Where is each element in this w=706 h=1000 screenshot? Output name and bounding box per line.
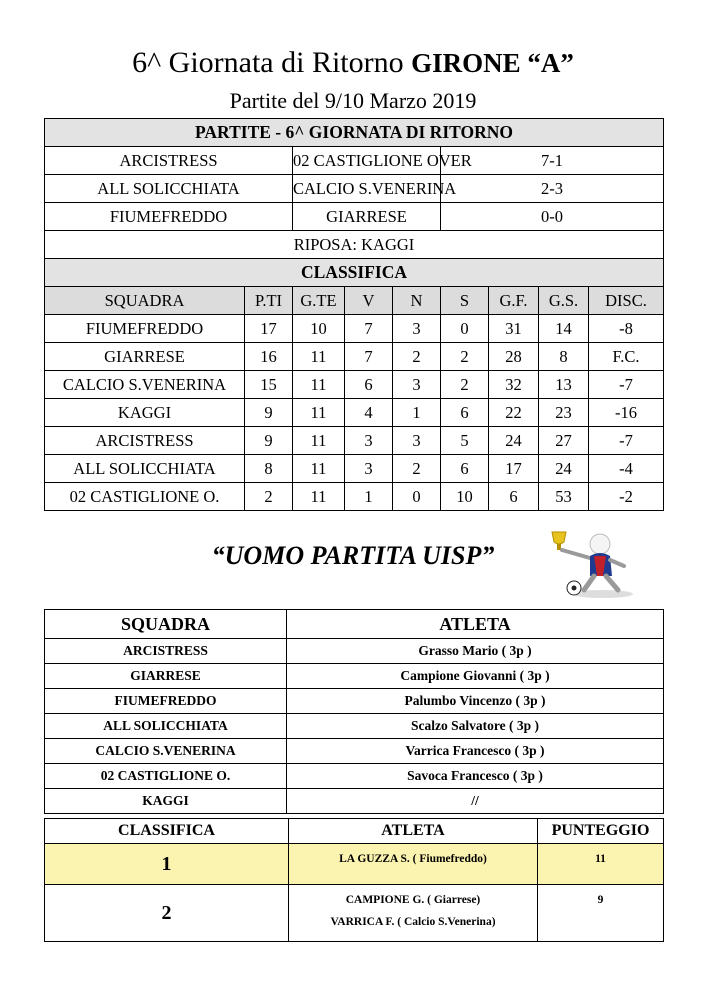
stat-cell: 31 xyxy=(489,315,539,343)
stat-cell: 3 xyxy=(393,315,441,343)
stat-cell: 4 xyxy=(345,399,393,427)
stat-cell: 14 xyxy=(539,315,589,343)
column-header: V xyxy=(345,287,393,315)
athlete-name: Scalzo Salvatore ( 3p ) xyxy=(287,714,664,739)
stat-cell: 2 xyxy=(393,343,441,371)
match-score: 2-3 xyxy=(441,175,664,203)
team-name: FIUMEFREDDO xyxy=(45,315,245,343)
stat-cell: 0 xyxy=(393,483,441,511)
stat-cell: 1 xyxy=(393,399,441,427)
standings-row xyxy=(45,455,664,483)
stat-cell: -16 xyxy=(589,399,664,427)
title-girone: GIRONE “A” xyxy=(411,48,574,78)
column-header: SQUADRA xyxy=(45,287,245,315)
athlete-name: LA GUZZA S. ( Fiumefreddo) xyxy=(339,853,487,865)
standings-row xyxy=(45,427,664,455)
column-header: ATLETA xyxy=(287,610,664,639)
uomo-partita-heading: “UOMO PARTITA UISP” xyxy=(211,541,495,570)
match-home: FIUMEFREDDO xyxy=(45,203,293,231)
column-header: N xyxy=(393,287,441,315)
stat-cell: 23 xyxy=(539,399,589,427)
matches-standings-table xyxy=(44,118,664,511)
stat-cell: -2 xyxy=(589,483,664,511)
column-header: G.TE xyxy=(293,287,345,315)
stat-cell: 3 xyxy=(393,427,441,455)
column-header: G.F. xyxy=(489,287,539,315)
team-name: KAGGI xyxy=(45,399,245,427)
stat-cell: 17 xyxy=(245,315,293,343)
page-title xyxy=(0,46,706,80)
column-header: P.TI xyxy=(245,287,293,315)
stat-cell: 2 xyxy=(245,483,293,511)
ranking-position: 2 xyxy=(45,885,289,942)
ranking-athletes xyxy=(289,844,538,885)
stat-cell: -7 xyxy=(589,427,664,455)
column-header: PUNTEGGIO xyxy=(538,819,664,844)
team-name: 02 CASTIGLIONE O. xyxy=(45,483,245,511)
column-header: G.S. xyxy=(539,287,589,315)
ranking-athletes xyxy=(289,885,538,942)
stat-cell: 8 xyxy=(539,343,589,371)
stat-cell: 2 xyxy=(441,371,489,399)
stat-cell: 0 xyxy=(441,315,489,343)
stat-cell: 6 xyxy=(489,483,539,511)
ranking-points: 9 xyxy=(538,885,664,942)
team-name: GIARRESE xyxy=(45,664,287,689)
standings-row xyxy=(45,343,664,371)
stat-cell: 22 xyxy=(489,399,539,427)
match-home: ALL SOLICCHIATA xyxy=(45,175,293,203)
stat-cell: 3 xyxy=(393,371,441,399)
column-header: DISC. xyxy=(589,287,664,315)
uomo-partita-row xyxy=(45,739,664,764)
stat-cell: 8 xyxy=(245,455,293,483)
column-header: S xyxy=(441,287,489,315)
stat-cell: 11 xyxy=(293,483,345,511)
uomo-partita-row xyxy=(45,714,664,739)
athlete-name: Palumbo Vincenzo ( 3p ) xyxy=(287,689,664,714)
stat-cell: 11 xyxy=(293,455,345,483)
match-away: CALCIO S.VENERINA xyxy=(293,175,441,203)
stat-cell: 3 xyxy=(345,455,393,483)
stat-cell: 28 xyxy=(489,343,539,371)
uomo-partita-row xyxy=(45,664,664,689)
stat-cell: 11 xyxy=(293,371,345,399)
uomo-partita-row xyxy=(45,689,664,714)
stat-cell: 32 xyxy=(489,371,539,399)
standings-row xyxy=(45,483,664,511)
stat-cell: 3 xyxy=(345,427,393,455)
team-name: CALCIO S.VENERINA xyxy=(45,371,245,399)
stat-cell: 7 xyxy=(345,315,393,343)
stat-cell: 13 xyxy=(539,371,589,399)
stat-cell: 9 xyxy=(245,399,293,427)
stat-cell: 10 xyxy=(441,483,489,511)
stat-cell: 7 xyxy=(345,343,393,371)
stat-cell: 5 xyxy=(441,427,489,455)
stat-cell: 1 xyxy=(345,483,393,511)
page-subtitle: Partite del 9/10 Marzo 2019 xyxy=(229,88,477,113)
athlete-name: Campione Giovanni ( 3p ) xyxy=(287,664,664,689)
stat-cell: -7 xyxy=(589,371,664,399)
stat-cell: 53 xyxy=(539,483,589,511)
stat-cell: 24 xyxy=(489,427,539,455)
match-away: 02 CASTIGLIONE OVER xyxy=(293,147,441,175)
match-row xyxy=(45,203,664,231)
team-name: ALL SOLICCHIATA xyxy=(45,714,287,739)
column-header: ATLETA xyxy=(289,819,538,844)
uomo-partita-column-headers xyxy=(45,610,664,639)
team-name: ARCISTRESS xyxy=(45,639,287,664)
stat-cell: 17 xyxy=(489,455,539,483)
team-name: KAGGI xyxy=(45,789,287,814)
athlete-name: Varrica Francesco ( 3p ) xyxy=(287,739,664,764)
athlete-name: Grasso Mario ( 3p ) xyxy=(287,639,664,664)
athlete-name: CAMPIONE G. ( Giarrese) xyxy=(345,894,481,906)
standings-row xyxy=(45,371,664,399)
stat-cell: 6 xyxy=(345,371,393,399)
team-name: FIUMEFREDDO xyxy=(45,689,287,714)
uomo-partita-row xyxy=(45,764,664,789)
standings-row xyxy=(45,315,664,343)
stat-cell: 16 xyxy=(245,343,293,371)
stat-cell: 9 xyxy=(245,427,293,455)
trophy-football-player-icon xyxy=(548,520,648,600)
ranking-position: 1 xyxy=(45,844,289,885)
stat-cell: 11 xyxy=(293,427,345,455)
stat-cell: 24 xyxy=(539,455,589,483)
matches-heading: PARTITE - 6^ GIORNATA DI RITORNO xyxy=(45,119,664,147)
match-score: 0-0 xyxy=(441,203,664,231)
stat-cell: 27 xyxy=(539,427,589,455)
match-score: 7-1 xyxy=(441,147,664,175)
uomo-partita-row xyxy=(45,639,664,664)
stat-cell: 6 xyxy=(441,399,489,427)
column-header: SQUADRA xyxy=(45,610,287,639)
uomo-partita-row xyxy=(45,789,664,814)
athlete-name: Savoca Francesco ( 3p ) xyxy=(287,764,664,789)
ranking-table xyxy=(44,818,664,942)
team-name: GIARRESE xyxy=(45,343,245,371)
match-row xyxy=(45,147,664,175)
stat-cell: 2 xyxy=(441,343,489,371)
stat-cell: 6 xyxy=(441,455,489,483)
team-name: 02 CASTIGLIONE O. xyxy=(45,764,287,789)
athlete-name: // xyxy=(287,789,664,814)
ranking-column-headers xyxy=(45,819,664,844)
stat-cell: 2 xyxy=(393,455,441,483)
standings-column-headers xyxy=(45,287,664,315)
stat-cell: -8 xyxy=(589,315,664,343)
standings-row xyxy=(45,399,664,427)
stat-cell: 11 xyxy=(293,343,345,371)
stat-cell: -4 xyxy=(589,455,664,483)
team-name: ARCISTRESS xyxy=(45,427,245,455)
ranking-row xyxy=(45,844,664,885)
ranking-row xyxy=(45,885,664,942)
stat-cell: 11 xyxy=(293,399,345,427)
stat-cell: 15 xyxy=(245,371,293,399)
team-name: CALCIO S.VENERINA xyxy=(45,739,287,764)
uomo-partita-table xyxy=(44,609,664,814)
match-away: GIARRESE xyxy=(293,203,441,231)
standings-heading: CLASSIFICA xyxy=(45,259,664,287)
column-header: CLASSIFICA xyxy=(45,819,289,844)
stat-cell: F.C. xyxy=(589,343,664,371)
title-main: 6^ Giornata di Ritorno xyxy=(132,46,404,79)
match-row xyxy=(45,175,664,203)
match-home: ARCISTRESS xyxy=(45,147,293,175)
team-name: ALL SOLICCHIATA xyxy=(45,455,245,483)
rest-team: RIPOSA: KAGGI xyxy=(45,231,664,259)
athlete-name: VARRICA F. ( Calcio S.Venerina) xyxy=(330,916,496,928)
stat-cell: 10 xyxy=(293,315,345,343)
ranking-points: 11 xyxy=(538,844,664,885)
